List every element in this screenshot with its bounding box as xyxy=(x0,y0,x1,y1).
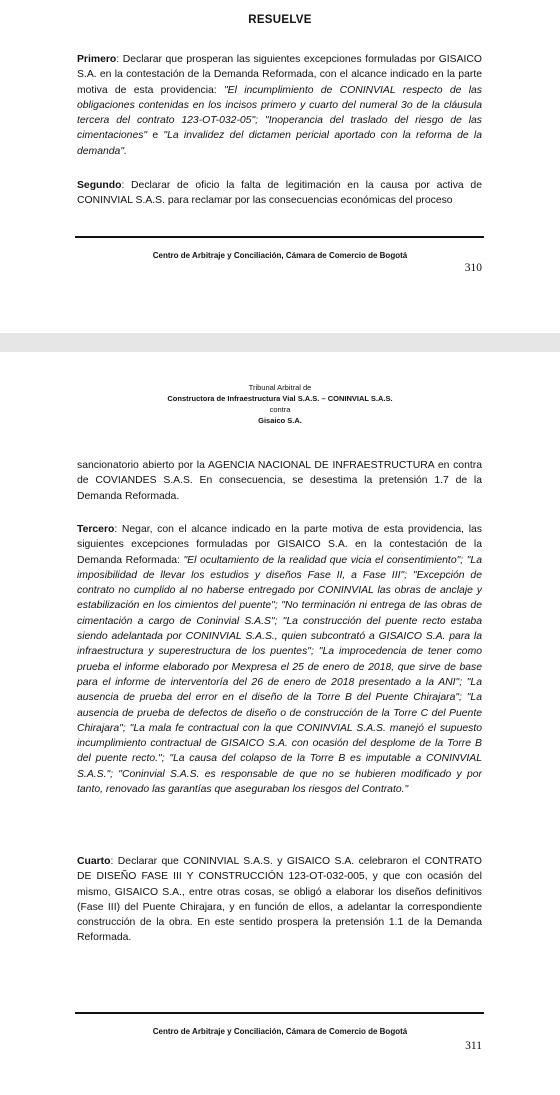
footer-rule xyxy=(75,236,484,238)
running-header xyxy=(0,382,560,426)
resolution-continuation: sancionatorio abierto por la AGENCIA NACIONAL DE INFRAESTRUCTURA en contra de COVIANDES S.A.S. En consecuencia, se desestima la pretensión 1.7 de la Demanda Reformada. xyxy=(77,460,482,502)
segundo-text: : Declarar de oficio la falta de legitimación en la causa por activa de CONINVIAL S.A.S. para reclamar por las consecuencias económicas del proceso xyxy=(77,180,482,207)
cuarto-label: Cuarto xyxy=(77,856,111,867)
footer-rule xyxy=(75,1012,484,1014)
segundo-label: Segundo xyxy=(77,180,122,191)
page-footer: Centro de Arbitraje y Conciliación, Cámara de Comercio de Bogotá xyxy=(152,1027,408,1036)
primero-label: Primero xyxy=(77,54,117,65)
tercero-label: Tercero xyxy=(77,524,115,535)
header-tribunal: Tribunal Arbitral de xyxy=(248,383,312,392)
primero-text: : Declarar que prosperan las siguientes excepciones formuladas por GISAICO S.A. en la contestación de la Demanda Reformada, con el alcance indicado en la parte motiva de esta providencia: xyxy=(77,54,482,96)
primero-quote: "El incumplimiento de CONINVIAL respecto de las obligaciones contenidas en los incisos primero y cuarto del numeral 3o de la cláusula tercera del contrato 123-OT-032-05"; "Inoperancia del traslado del riesgo de las cimentaciones" xyxy=(77,84,482,142)
resolution-cuarto xyxy=(77,854,482,946)
section-heading: RESUELVE xyxy=(248,14,312,26)
primero-conjunction: e xyxy=(147,130,164,142)
resolution-segundo xyxy=(77,178,482,209)
page-footer: Centro de Arbitraje y Conciliación, Cámara de Comercio de Bogotá xyxy=(152,251,408,260)
resolution-primero xyxy=(77,52,482,159)
resolution-tercero xyxy=(77,522,482,797)
header-claimant: Constructora de Infraestructura Vial S.A.S. – CONINVIAL S.A.S. xyxy=(167,394,393,403)
tercero-quotes: "El ocultamiento de la realidad que vicia el consentimiento"; "La imposibilidad de llevar los estudios y diseños Fase II, a Fase III"; "Excepción de contrato no cumplido al no haberse entregado por CONINVIAL las obras de anclaje y estabilización en los cimientos del puente"; "No terminación ni entrega de las obras de cimentación a cargo de Coninvial S.A.S"; "La construcción del puente recto estaba siendo adelantada por CONINVIAL S.A.S., quien subcontrató a GISAICO S.A. para la infraestructura y superestructura de los puentes"; "La improcedencia de tener como prueba el informe elaborado por Mexpresa el 25 de enero de 2018, que sirve de base para el informe de interventoría del 26 de enero de 2018 presentado a la ANI"; "La ausencia de prueba del error en el diseño de la Torre B del Puente Chirajara"; "La ausencia de prueba de defectos de diseño o de construcción de la Torre C del Puente Chirajara"; "La mala fe contractual con la que CONINVIAL S.A.S. manejó el supuesto incumplimiento contractual de GISAICO S.A. con ocasión del desplome de la Torre B del puente recto."; "La causa del colapso de la Torre B es imputable a CONINVIAL S.A.S."; "Coninvial S.A.S. es responsable de que no se hubieren modificado y por tanto, renovado las garantías que aseguraban los riesgos del Contrato." xyxy=(77,554,482,796)
header-contra: contra xyxy=(269,405,291,414)
page-number: 311 xyxy=(465,1040,482,1052)
cuarto-text: : Declarar que CONINVIAL S.A.S. y GISAICO S.A. celebraron el CONTRATO DE DISEÑO FASE III Y CONSTRUCCIÓN 123-OT-032-005, y que con ocasión del mismo, GISAICO S.A., entre otras cosas, se obligó a elaborar los diseños definitivos (Fase III) del Puente Chirajara, y en función de ellos, a adelantar la correspondiente construcción de la obra. En este sentido prospera la pretensión 1.1 de la Demanda Reformada. xyxy=(77,856,482,944)
primero-quote-last: "La invalidez del dictamen pericial aportado con la reforma de la demanda". xyxy=(77,130,482,157)
tercero-text: : Negar, con el alcance indicado en la parte motiva de esta providencia, las siguientes excepciones formuladas por GISAICO S.A. en la contestación de la Demanda Reformada: xyxy=(77,524,482,566)
header-respondent: Gisaico S.A. xyxy=(258,416,302,425)
page-number: 310 xyxy=(464,262,482,274)
document-page-310 xyxy=(0,0,560,333)
document-page-311 xyxy=(0,352,560,1095)
